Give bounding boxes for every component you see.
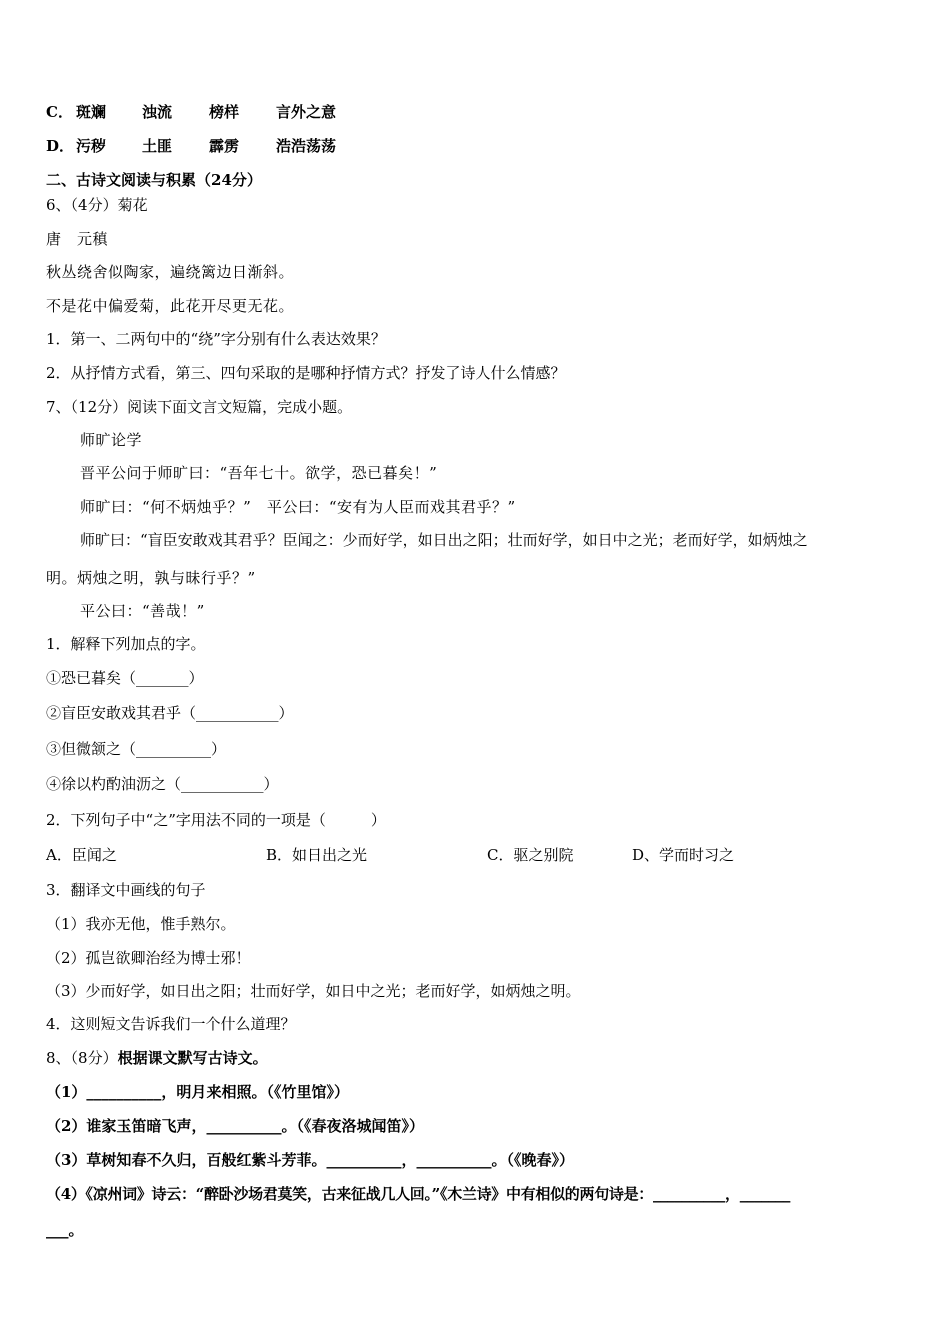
q7-passage-p4: 平公曰：“善哉！”	[80, 602, 205, 620]
q7-option-c: C．驱之别院	[487, 846, 574, 864]
option-d-word-4: 浩浩荡荡	[276, 137, 337, 155]
q6-poem-author: 唐 元稹	[46, 230, 109, 248]
option-d-word-3: 霹雳	[209, 137, 240, 155]
q8-header-instruction: 根据课文默写古诗文。	[117, 1049, 268, 1067]
q8-item-3: （3）草树知春不久归，百般红紫斗芳菲。__________，__________。（《晚春》）	[46, 1151, 574, 1169]
q6-question-1: 1．第一、二两句中的“绕”字分别有什么表达效果？	[46, 330, 386, 348]
section-title: 二、古诗文阅读与积累（24分）	[46, 171, 262, 189]
q7-passage-p1: 晋平公问于师旷曰：“吾年七十。欲学，恐已暮矣！”	[80, 464, 438, 482]
q7-passage-p3-cont: 明。炳烛之明，孰与昧行乎？”	[46, 569, 256, 587]
q7-translate-2: （2）孤岂欲卿治经为博士邪！	[46, 949, 251, 967]
q7-option-d: D、学而时习之	[632, 846, 735, 864]
q6-header: 6、（4分）菊花	[46, 196, 148, 214]
q7-question-1: 1．解释下列加点的字。	[46, 635, 206, 653]
q7-item-4: ④徐以杓酌油沥之（___________）	[46, 775, 279, 793]
option-c-word-4: 言外之意	[276, 103, 337, 121]
q7-question-3: 3．翻译文中画线的句子	[46, 881, 206, 899]
q7-passage-p3: 师旷曰：“盲臣安敢戏其君乎？臣闻之：少而好学，如日出之阳；壮而好学，如日中之光；老而好学，如炳烛之	[80, 531, 808, 549]
q7-translate-1: （1）我亦无他，惟手熟尔。	[46, 915, 236, 933]
q7-item-1: ①恐已暮矣（_______）	[46, 669, 204, 687]
option-c-word-1: 斑斓	[76, 103, 107, 121]
q6-poem-line-2: 不是花中偏爱菊，此花开尽更无花。	[46, 297, 295, 315]
q8-item-4-cont: ___。	[46, 1221, 84, 1239]
q8-item-2: （2）谁家玉笛暗飞声，__________。（《春夜洛城闻笛》）	[46, 1117, 424, 1135]
q7-passage-title: 师旷论学	[80, 431, 143, 449]
q6-question-2: 2．从抒情方式看，第三、四句采取的是哪种抒情方式？抒发了诗人什么情感？	[46, 364, 566, 382]
q7-passage-p2: 师旷曰：“何不炳烛乎？” 平公曰：“安有为人臣而戏其君乎？”	[80, 498, 516, 516]
q8-item-4: （4）《凉州词》诗云：“醉卧沙场君莫笑，古来征战几人回。”《木兰诗》中有相似的两句诗是：__________，_______	[46, 1185, 791, 1203]
q8-item-1: （1）__________，明月来相照。（《竹里馆》）	[46, 1083, 349, 1101]
q7-question-4: 4．这则短文告诉我们一个什么道理？	[46, 1015, 296, 1033]
q7-item-2: ②盲臣安敢戏其君乎（___________）	[46, 704, 294, 722]
option-d-word-2: 土匪	[142, 137, 173, 155]
q7-header: 7、（12分）阅读下面文言文短篇，完成小题。	[46, 398, 353, 416]
q8-header	[46, 1048, 268, 1068]
option-c-word-3: 榜样	[209, 103, 240, 121]
option-d-label: D．	[46, 137, 75, 155]
option-c-label: C．	[46, 103, 73, 121]
q8-header-prefix: 8、（8分）	[46, 1049, 118, 1067]
option-d-word-1: 污秽	[76, 137, 107, 155]
q7-option-a: A．臣闻之	[46, 846, 117, 864]
q7-question-2: 2．下列句子中“之”字用法不同的一项是（ ）	[46, 811, 386, 829]
q7-item-3: ③但微颔之（__________）	[46, 740, 227, 758]
q7-translate-3: （3）少而好学，如日出之阳；壮而好学，如日中之光；老而好学，如炳烛之明。	[46, 982, 581, 1000]
q6-poem-line-1: 秋丛绕舍似陶家，遍绕篱边日渐斜。	[46, 263, 295, 281]
q7-option-b: B．如日出之光	[266, 846, 368, 864]
option-c-word-2: 浊流	[142, 103, 173, 121]
